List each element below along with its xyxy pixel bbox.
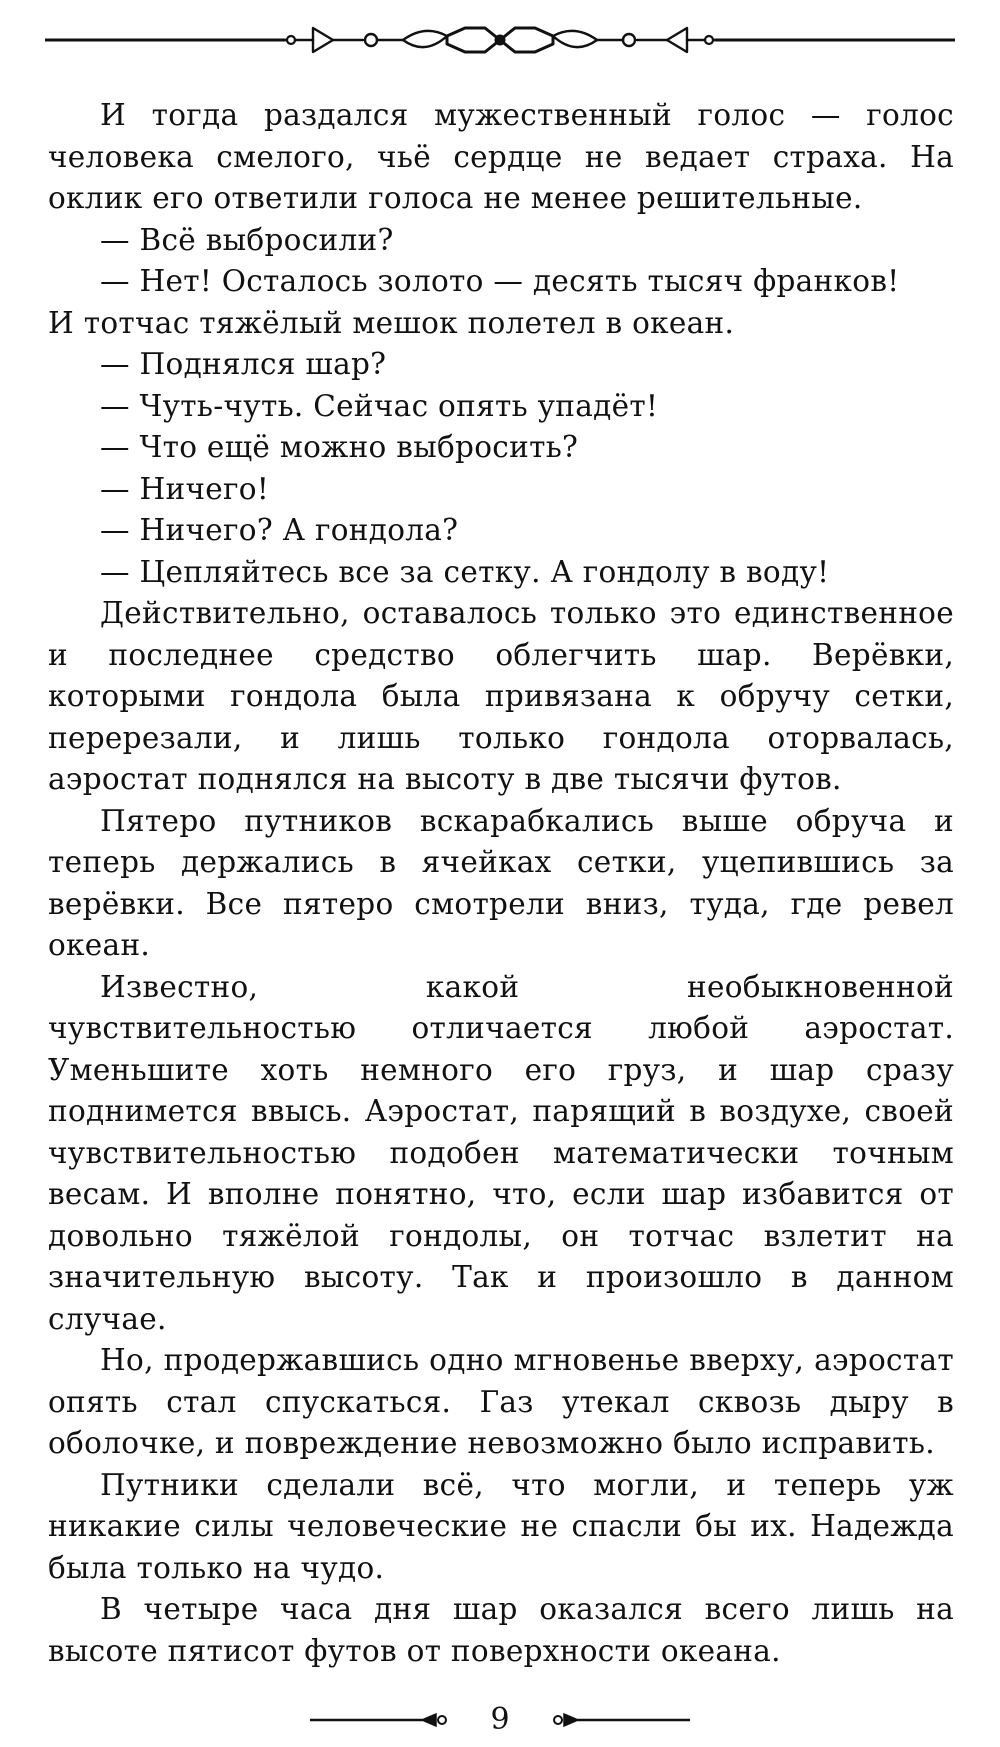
dialog-line: — Ничего! [100,471,269,506]
paragraph: И тогда раздался мужественный голос — голос человека смелого, чьё сердце не ведает страха. На оклик его ответили голоса не менее решительные. [48,98,954,215]
paragraph: Но, продержавшись одно мгновенье вверху, аэростат опять стал спускаться. Газ утекал сквозь дыру в оболочке, и повреждение невозможно было исправить. [48,1343,954,1460]
paragraph: Известно, какой необыкновенной чувствительностью отличается любой аэростат. Уменьшите хоть немного его груз, и шар сразу поднимется ввысь. Аэростат, парящий в воздухе, своей чувствительностью подобен математически точным весам. И вполне понятно, что, если шар избавится от довольно тяжёлой гондолы, он тотчас взлетит на значительную высоту. Так и произошло в данном случае. [48,969,954,1336]
dialog-line: — Ничего? А гондола? [100,513,459,547]
header-ornament-icon [45,18,955,62]
page-number: 9 [490,1702,510,1737]
dialog-line: — Нет! Осталось золото — десять тысяч франков! [100,264,900,298]
paragraph: Пятеро путников вскарабкались выше обруча и теперь держались в ячейках сетки, уцепившись за верёвки. Все пятеро смотрели вниз, туда, где ревел океан. [48,803,954,962]
paragraph: Действительно, оставалось только это единственное и последнее средство облегчить шар. Верёвки, которыми гондола была привязана к обручу сетки, перерезали, и лишь только гондола оторвалась, аэростат поднялся на высоту в две тысячи футов. [48,596,954,796]
paragraph: Путники сделали всё, что могли, и теперь уж никакие силы человеческие не спасли бы их. Надежда была только на чудо. [48,1467,954,1585]
paragraph: В четыре часа дня шар оказался всего лишь на высоте пятисот футов от поверхности океана. [48,1592,954,1668]
page-footer [310,1700,690,1740]
dialog-line: — Поднялся шар? [100,347,387,381]
dialog-line: — Что ещё можно выбросить? [100,430,579,464]
dialog-line: — Чуть-чуть. Сейчас опять упадёт! [100,388,659,423]
dialog-line: — Цепляйтесь все за сетку. А гондолу в воду! [100,554,830,589]
narration-line: И тотчас тяжёлый мешок полетел в океан. [48,305,735,340]
body-text [48,95,954,1672]
dialog-line: — Всё выбросили? [100,222,394,257]
